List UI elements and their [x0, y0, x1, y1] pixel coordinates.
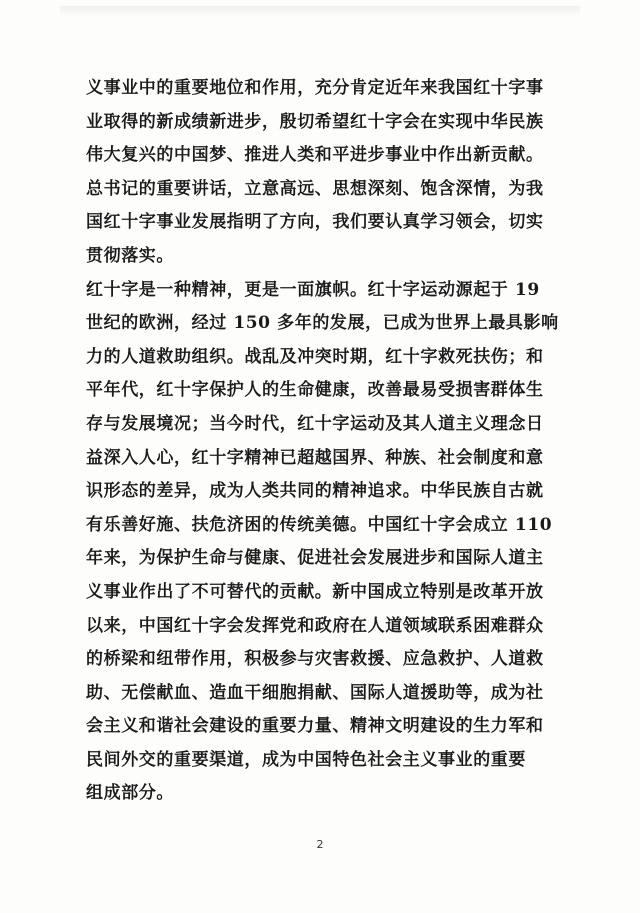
- text-line: 义事业中的重要地位和作用，充分肯定近年来我国红十字事: [86, 78, 544, 98]
- text-line: 义事业作出了不可替代的贡献。新中国成立特别是改革开放: [86, 581, 544, 602]
- text-line: 世纪的欧洲，经过 150 多年的发展，已成为世界上最具影响: [86, 313, 559, 334]
- text-line: 民间外交的重要渠道，成为中国特色社会主义事业的重要: [86, 749, 526, 770]
- text-line: 有乐善好施、扶危济困的传统美德。中国红十字会成立 110: [86, 514, 553, 535]
- text-line: 国红十字事业发展指明了方向，我们要认真学习领会，切实: [86, 212, 544, 233]
- text-line: 组成部分。: [86, 783, 174, 804]
- text-line: 总书记的重要讲话，立意高远、思想深刻、饱含深情，为我: [86, 178, 544, 199]
- scan-edge-shadow: [60, 6, 580, 16]
- text-line: 力的人道救助组织。战乱及冲突时期，红十字救死扶伤；和: [86, 346, 544, 367]
- text-line: 红十字是一种精神，更是一面旗帜。红十字运动源起于 19: [86, 279, 540, 300]
- text-line: 平年代，红十字保护人的生命健康，改善最易受损害群体生: [86, 380, 544, 401]
- text-line: 识形态的差异，成为人类共同的精神追求。中华民族自古就: [86, 481, 544, 502]
- text-line: 助、无偿献血、造血干细胞捐献、国际人道援助等，成为社: [86, 682, 544, 703]
- page-number: 2: [316, 838, 324, 851]
- text-line: 年来，为保护生命与健康、促进社会发展进步和国际人道主: [86, 548, 544, 569]
- text-line: 以来，中国红十字会发挥党和政府在人道领域联系困难群众: [86, 615, 544, 636]
- text-line: 益深入人心，红十字精神已超越国界、种族、社会制度和意: [86, 447, 544, 468]
- text-line: 会主义和谐社会建设的重要力量、精神文明建设的生力军和: [86, 716, 544, 737]
- text-line: 伟大复兴的中国梦、推进人类和平进步事业中作出新贡献。: [86, 145, 544, 166]
- text-line: 的桥梁和纽带作用，积极参与灾害救援、应急救护、人道救: [86, 649, 544, 670]
- text-line: 贯彻落实。: [86, 245, 174, 266]
- text-line: 业取得的新成绩新进步，殷切希望红十字会在实现中华民族: [86, 111, 544, 132]
- body-text: [86, 72, 559, 811]
- text-line: 存与发展境况；当今时代，红十字运动及其人道主义理念日: [86, 413, 544, 434]
